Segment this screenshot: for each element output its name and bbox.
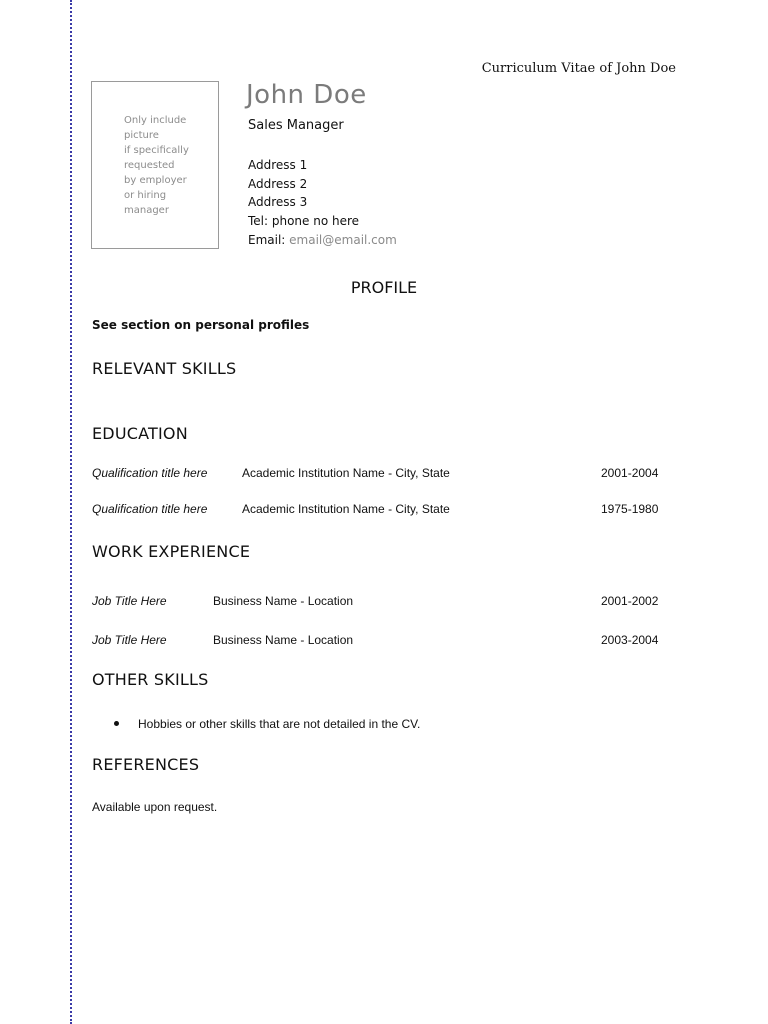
business-name: Business Name - Location bbox=[213, 633, 354, 647]
photo-placeholder-line: by employer bbox=[124, 175, 187, 186]
person-job-title: Sales Manager bbox=[248, 118, 344, 133]
work-row bbox=[0, 633, 768, 649]
work-experience-heading: WORK EXPERIENCE bbox=[92, 542, 251, 561]
photo-placeholder-text bbox=[124, 113, 214, 218]
job-title: Job Title Here bbox=[92, 633, 167, 647]
other-skills-heading: OTHER SKILLS bbox=[92, 670, 209, 689]
institution-name: Academic Institution Name - City, State bbox=[242, 502, 450, 516]
work-row bbox=[0, 594, 768, 610]
person-name: John Doe bbox=[246, 80, 367, 110]
email-link[interactable]: email@email.com bbox=[289, 232, 397, 247]
photo-placeholder-line: or hiring bbox=[124, 190, 167, 201]
photo-placeholder-line: Only include bbox=[124, 115, 187, 126]
education-years: 1975-1980 bbox=[601, 502, 659, 516]
bullet-icon bbox=[114, 721, 119, 726]
address-line-1: Address 1 bbox=[248, 158, 308, 172]
photo-placeholder bbox=[91, 81, 219, 249]
qualification-title: Qualification title here bbox=[92, 466, 208, 480]
photo-placeholder-line: picture bbox=[124, 130, 159, 141]
other-skill-item: Hobbies or other skills that are not detailed in the CV. bbox=[138, 717, 421, 731]
contact-block bbox=[248, 156, 397, 250]
email-line bbox=[248, 231, 397, 250]
institution-name: Academic Institution Name - City, State bbox=[242, 466, 450, 480]
business-name: Business Name - Location bbox=[213, 594, 354, 608]
telephone: Tel: phone no here bbox=[248, 214, 360, 229]
email-label: Email: bbox=[248, 232, 286, 247]
profile-text: See section on personal profiles bbox=[92, 318, 310, 332]
photo-placeholder-line: requested bbox=[124, 160, 175, 171]
education-years: 2001-2004 bbox=[601, 466, 659, 480]
education-row bbox=[0, 466, 768, 482]
work-years: 2003-2004 bbox=[601, 633, 659, 647]
references-text: Available upon request. bbox=[92, 800, 218, 814]
relevant-skills-heading: RELEVANT SKILLS bbox=[92, 359, 237, 378]
cv-header-title: Curriculum Vitae of John Doe bbox=[481, 61, 676, 76]
qualification-title: Qualification title here bbox=[92, 502, 208, 516]
address-line-3: Address 3 bbox=[248, 195, 308, 210]
photo-placeholder-line: if specifically bbox=[124, 145, 189, 156]
education-heading: EDUCATION bbox=[92, 424, 188, 443]
profile-heading: PROFILE bbox=[350, 278, 418, 297]
address-line-2: Address 2 bbox=[248, 176, 308, 191]
references-heading: REFERENCES bbox=[92, 755, 200, 774]
work-years: 2001-2002 bbox=[601, 594, 659, 608]
job-title: Job Title Here bbox=[92, 594, 167, 608]
education-row bbox=[0, 502, 768, 518]
photo-placeholder-line: manager bbox=[124, 205, 169, 216]
